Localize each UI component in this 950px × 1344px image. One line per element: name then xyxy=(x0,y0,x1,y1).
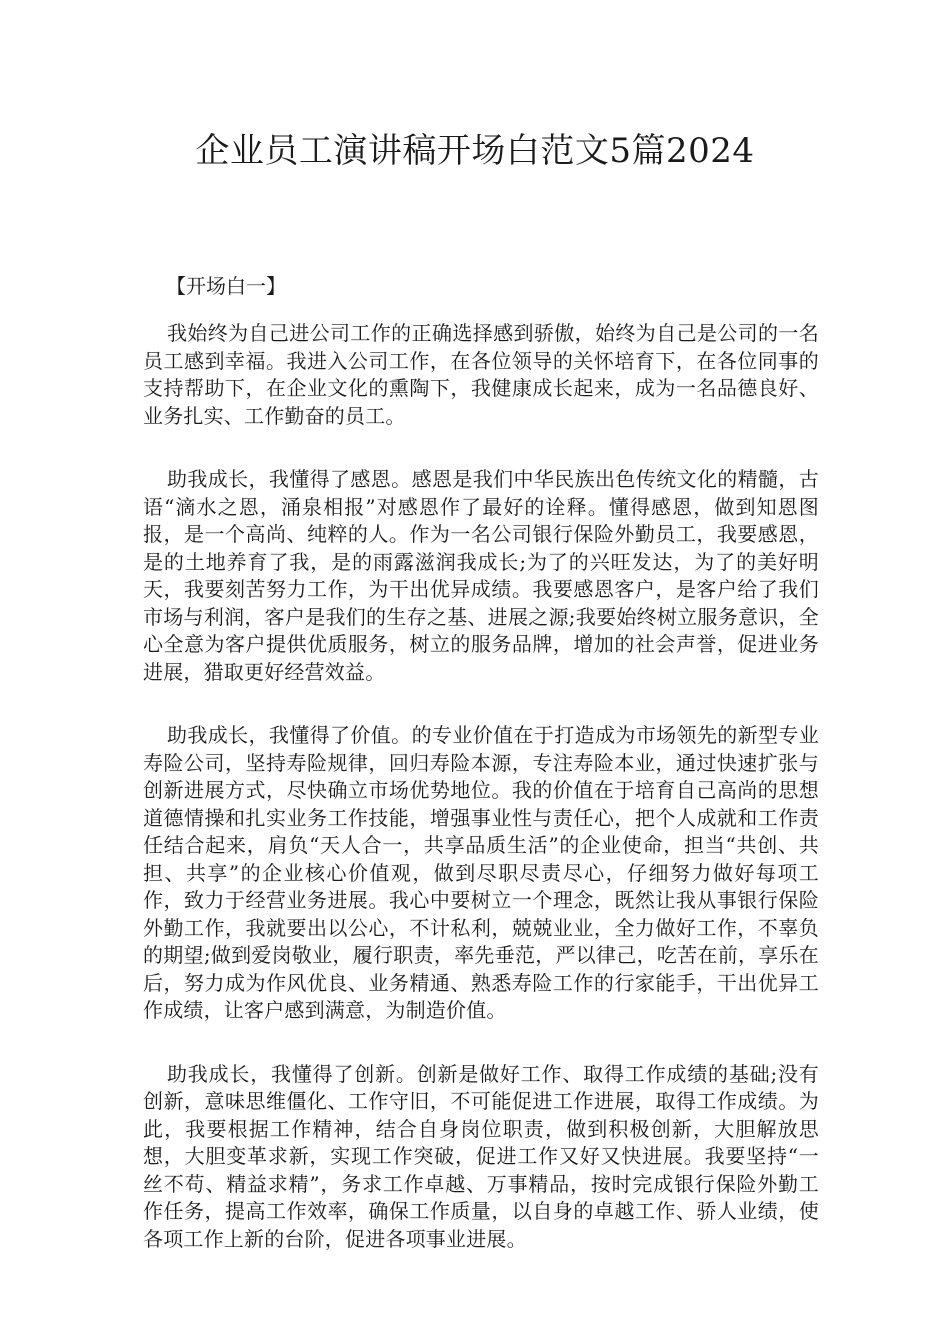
section-heading: 【开场白一】 xyxy=(166,274,286,298)
paragraph: 助我成长，我懂得了创新。创新是做好工作、取得工作成绩的基础;没有创新，意味思维僵化、工作守旧，不可能促进工作进展，取得工作成绩。为此，我要根据工作精神，结合自身岗位职责，做到积极创新，大胆解放思想，大胆变革求新，实现工作突破，促进工作又好又快进展。我要坚持“一丝不苟、精益求精”，务求工作卓越、万事精品，按时完成银行保险外勤工作任务，提高工作效率，确保工作质量，以自身的卓越工作、骄人业绩，使各项工作上新的台阶，促进各项事业进展。 xyxy=(143,1061,819,1251)
document-title: 企业员工演讲稿开场白范文5篇2024 xyxy=(195,131,755,171)
paragraph: 助我成长，我懂得了感恩。感恩是我们中华民族出色传统文化的精髓，古语“滴水之恩，涌泉相报”对感恩作了最好的诠释。懂得感恩，做到知恩图报，是一个高尚、纯粹的人。作为一名公司银行保险外勤员工，我要感恩，是的土地养育了我，是的雨露滋润我成长;为了的兴旺发达，为了的美好明天，我要刻苦努力工作，为干出优异成绩。我要感恩客户，是客户给了我们市场与利润，客户是我们的生存之基、进展之源;我要始终树立服务意识，全心全意为客户提供优质服务，树立的服务品牌，增加的社会声誉，促进业务进展，猎取更好经营效益。 xyxy=(143,467,819,684)
paragraph: 助我成长，我懂得了价值。的专业价值在于打造成为市场领先的新型专业寿险公司，坚持寿险规律，回归寿险本源，专注寿险本业，通过快速扩张与创新进展方式，尽快确立市场优势地位。我的价值在于培育自己高尚的思想道德情操和扎实业务工作技能，增强事业性与责任心，把个人成就和工作责任结合起来，肩负“天人合一，共享品质生活”的企业使命，担当“共创、共担、共享”的企业核心价值观，做到尽职尽责尽心，仔细努力做好每项工作，致力于经营业务进展。我心中要树立一个理念，既然让我从事银行保险外勤工作，我就要出以公心，不计私利，兢兢业业，全力做好工作，不辜负的期望;做到爱岗敬业，履行职责，率先垂范，严以律己，吃苦在前，享乐在后，努力成为作风优良、业务精通、熟悉寿险工作的行家能手，干出优异工作成绩，让客户感到满意，为制造价值。 xyxy=(143,723,819,1022)
document-body xyxy=(143,320,819,1289)
paragraph: 我始终为自己进公司工作的正确选择感到骄傲，始终为自己是公司的一名员工感到幸福。我进入公司工作，在各位领导的关怀培育下，在各位同事的支持帮助下，在企业文化的熏陶下，我健康成长起来，成为一名品德良好、业务扎实、工作勤奋的员工。 xyxy=(143,321,819,428)
